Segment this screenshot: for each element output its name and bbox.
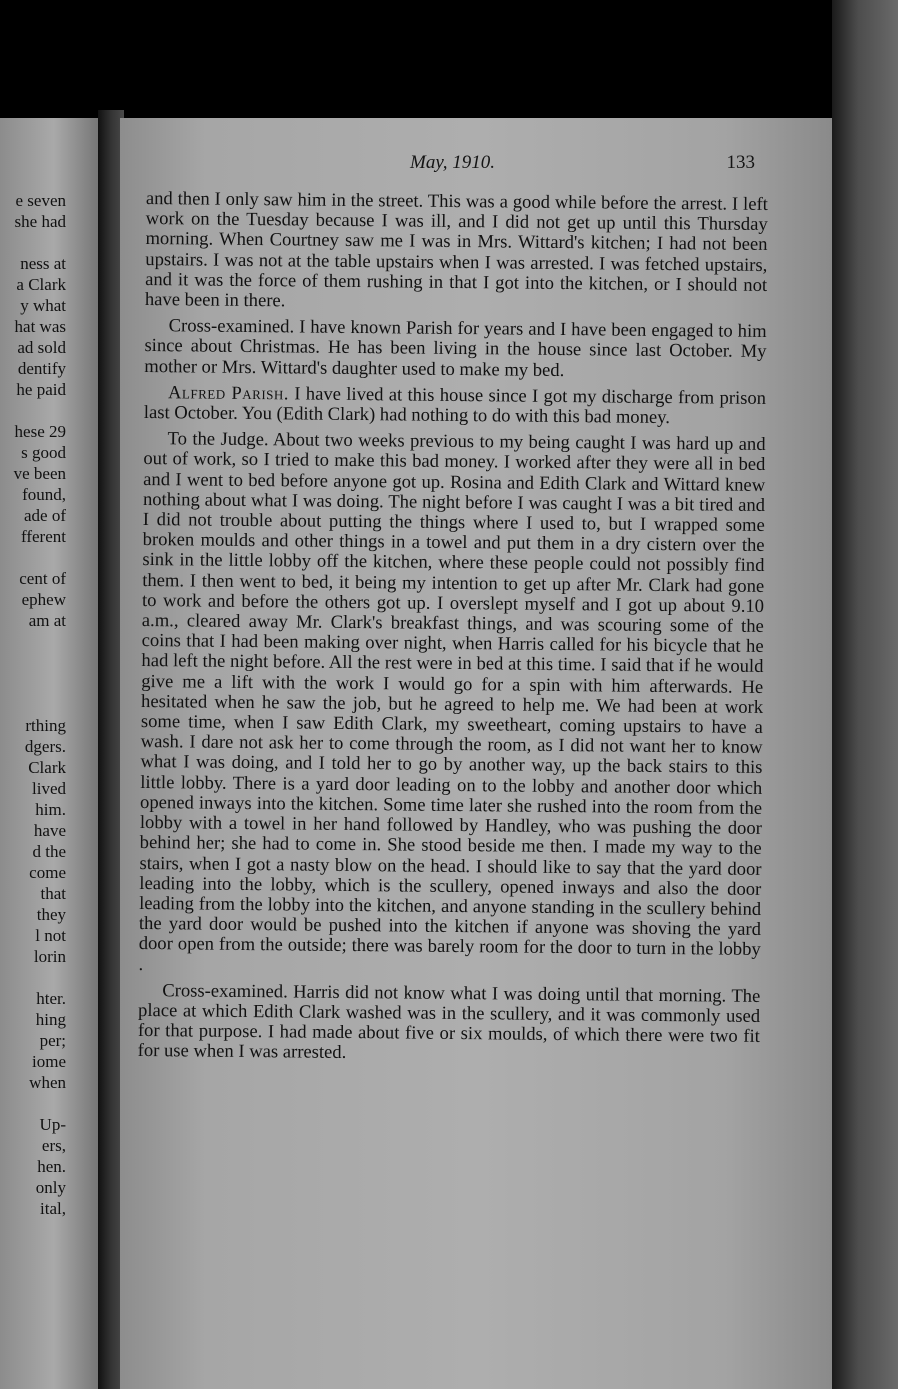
top-dark-border [0,0,898,118]
left-page-text-fragments [0,190,66,1219]
left-fragment-line: ad sold [17,338,66,357]
left-fragment-line: s good [21,443,66,462]
page-number: 133 [726,152,755,173]
left-fragment-line: hter. [36,989,66,1008]
left-fragment-line: ade of [23,506,66,525]
left-fragment-line: Up- [39,1115,66,1134]
left-fragment-line: they [36,905,66,924]
left-fragment-line: hese 29 [14,422,66,441]
left-fragment-line: only [35,1178,66,1197]
page-header [410,152,755,178]
left-fragment-line [0,967,66,988]
left-fragment-line: dentify [17,359,66,378]
left-fragment-line: hat was [14,317,66,336]
left-fragment-line: rthing [25,716,66,735]
left-fragment-line: ers, [41,1136,66,1155]
page-body [138,189,768,1073]
left-fragment-line: ephew [21,590,66,609]
left-fragment-line [0,400,66,421]
left-fragment-line [0,673,66,694]
left-fragment-line: dgers. [24,737,66,756]
left-fragment-line: ness at [20,254,66,273]
left-fragment-line: that [40,884,66,903]
paragraph-4: To the Judge. About two weeks previous to my being caught I was hard up and out of work, so I tried to make this bad money. I worked after they were all in bed and I went to bed before anyone got up. Rosina and Edith Clark and Wittard knew nothing about what I was doing. The night before I was caught I was a bit tired and I did not trouble about putting the things where I used to, but I wrapped some broken moulds and other things in a towel and put them in a dry cistern over the sink in the little lobby off the kitchen, where these people could not possibly find them. I then went to bed, it being my intention to get up after Mr. Clark had gone to work and before the others got up. I overslept myself and I got up about 9.10 a.m., cleared away Mr. Clark's breakfast things, and was scouring some of the coins that I had been making over night, when Harris called for his bicycle that he had left the night before. All the rest were in bed at this time. I said that if he would give me a lift with the work I would go for a spin with him afterwards. He hesitated when he saw the job, but he agreed to help me. We had been at work some time, when I saw Edith Clark, my sweetheart, coming upstairs to have a wash. I dare not ask her to come through the room, as I did not want her to know what I was doing, and I told her to go by another way, up the back stairs to this little lobby. There is a yard door leading on to the lobby and another door which opened inways into the kitchen. Some time later she rushed into the room from the lobby with a towel in her hand followed by Handley, who was pushing the door behind her; she had to come in. She stood beside me then. I made my way to the stairs, when I got a nasty blow on the head. I should like to say that the yard door leading into the lobby, which is the scullery, opened inways and also the door leading from the lobby into the kitchen, and anyone standing in the scullery behind the yard door would be pushed into the kitchen if anyone was shoving the yard door open from the outside; there was barely room for the door to turn in the lobby . [138,428,766,975]
left-fragment-line: have [33,821,66,840]
left-fragment-line: hing [35,1010,66,1029]
left-fragment-line [0,1093,66,1114]
left-fragment-line: fferent [21,527,66,546]
left-fragment-line: come [29,863,66,882]
left-fragment-line [0,232,66,253]
left-fragment-line [0,652,66,673]
running-title: May, 1910. [410,152,495,173]
left-fragment-line: y what [20,296,66,315]
left-fragment-line: hen. [37,1157,66,1176]
left-fragment-line: a Clark [16,275,66,294]
paragraph-3 [144,383,766,429]
left-fragment-line: l not [35,926,66,945]
speaker-name: Alfred Parish. [167,382,290,405]
left-fragment-line: Clark [28,758,66,777]
paragraph-5: Cross-examined. Harris did not know what I was doing until that morning. The place at which Edith Clark washed was in the scullery, and it was commonly used for that purpose. I had made about five or six moulds, of which there were two fit for use when I was arrested. [137,979,761,1064]
left-fragment-line: lorin [33,947,66,966]
left-fragment-line: ital, [40,1199,66,1218]
paragraph-2: Cross-examined. I have known Parish for years and I have been engaged to him since about Christmas. He has been living in the house since last October. My mother or Mrs. Wittard's daughter used to make my bed. [144,315,767,381]
left-fragment-line: lived [32,779,66,798]
paragraph-3-text: I have lived at this house since I got my discharge from prison last October. You (Edith Clark) had nothing to do with this bad money. [143,383,767,429]
left-fragment-line: he paid [16,380,66,399]
left-fragment-line: per; [39,1031,66,1050]
left-fragment-line: when [29,1073,66,1092]
left-fragment-line: ve been [13,464,66,483]
left-fragment-line: him. [35,800,66,819]
left-fragment-line: e seven [15,191,66,210]
right-edge-shadow [832,0,898,1389]
left-fragment-line [0,547,66,568]
left-fragment-line [0,694,66,715]
left-fragment-line: am at [28,611,66,630]
left-fragment-line: d the [32,842,66,861]
left-fragment-line: found, [22,485,66,504]
left-fragment-line: cent of [19,569,66,588]
left-fragment-line: iome [32,1052,66,1071]
paragraph-1: and then I only saw him in the street. This was a good while before the arrest. I left work on the Tuesday because I was ill, and I did not get up until this Thursday morning. When Courtney saw me I was in Mrs. Wittard's kitchen; I had not been upstairs. I was not at the table upstairs when I was arrested. I was fetched upstairs, and it was the force of them rushing in that I got into the kitchen, or I should not have been in there. [144,188,768,312]
left-fragment-line [0,631,66,652]
left-fragment-line: she had [14,212,66,231]
